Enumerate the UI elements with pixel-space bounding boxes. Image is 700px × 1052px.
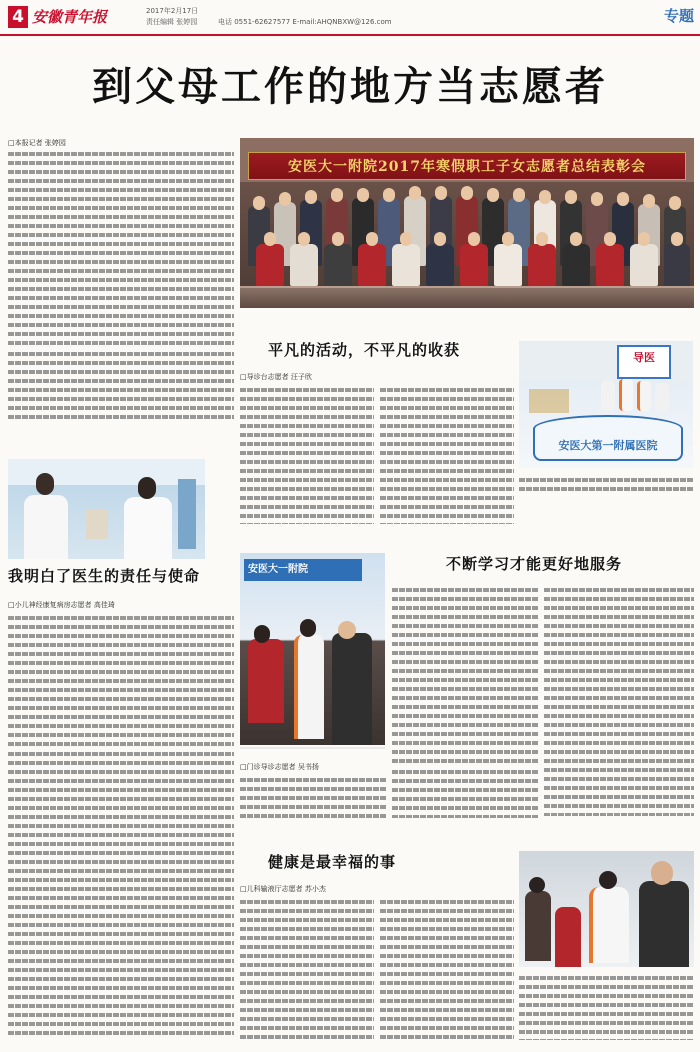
lead-byline: □本报记者 张婷园: [8, 139, 66, 147]
article3-title: 不断学习才能更好地服务: [446, 555, 623, 573]
lead-body-text: [8, 152, 234, 350]
article3-col2: [544, 588, 694, 816]
article1-col3: [519, 478, 694, 496]
event-banner-text: 安医大一附院2017年寒假职工子女志愿者总结表彰会: [288, 159, 646, 175]
guide-banner: [617, 345, 671, 379]
reception-desk-sign: 安医大第一附属医院: [558, 439, 658, 452]
article4-title: 健康是最幸福的事: [268, 853, 397, 871]
article1-col1: [240, 388, 374, 524]
article2-body-2: [8, 752, 234, 1036]
article3-col0: [240, 778, 386, 818]
article3-col1b: [392, 770, 538, 818]
main-headline: 到父母工作的地方当志愿者: [92, 63, 608, 110]
article2-body: [8, 616, 234, 750]
article4-byline: □儿科输液厅志愿者 苏小杰: [240, 885, 326, 893]
article1-title: 平凡的活动，不平凡的收获: [268, 341, 461, 359]
article2-byline: □小儿神经康复病房志愿者 高佳琦: [8, 601, 115, 609]
doctor-photo: [8, 459, 205, 559]
hospital-hall-photo: [519, 341, 693, 468]
reception-desk: [533, 415, 683, 461]
lead-body-text-2: [8, 352, 234, 420]
masthead: [0, 0, 700, 36]
article3-col1: [392, 588, 538, 768]
group-photo: [240, 138, 694, 308]
corridor-sign-text: 安医大一附院: [248, 564, 308, 575]
stage: [240, 182, 694, 308]
issue-date: 2017年2月17日: [146, 7, 199, 15]
article4-col1: [240, 900, 374, 1040]
article1-byline: □导诊台志愿者 汪子欣: [240, 373, 312, 381]
event-banner: [248, 152, 686, 180]
article4-col2: [380, 900, 514, 1040]
paper-name: 安徽青年报: [32, 8, 108, 26]
article1-col2: [380, 388, 514, 524]
article2-title: 我明白了医生的责任与使命: [8, 567, 201, 585]
contact-info: 电话 0551-62627577 E-mail:AHQNBXW@126.com: [218, 18, 392, 26]
section-label: 专题: [663, 7, 694, 25]
corridor-photo: [240, 553, 385, 745]
page-number: 4: [8, 6, 28, 28]
editors: 责任编辑 张婷园: [146, 18, 198, 26]
article3-byline: □门诊导诊志愿者 吴书扬: [240, 763, 319, 771]
guide-banner-text: 导医: [633, 351, 655, 364]
corridor-sign: [244, 559, 362, 581]
article4-col3: [519, 976, 694, 1040]
pediatric-care-photo: [519, 851, 694, 967]
